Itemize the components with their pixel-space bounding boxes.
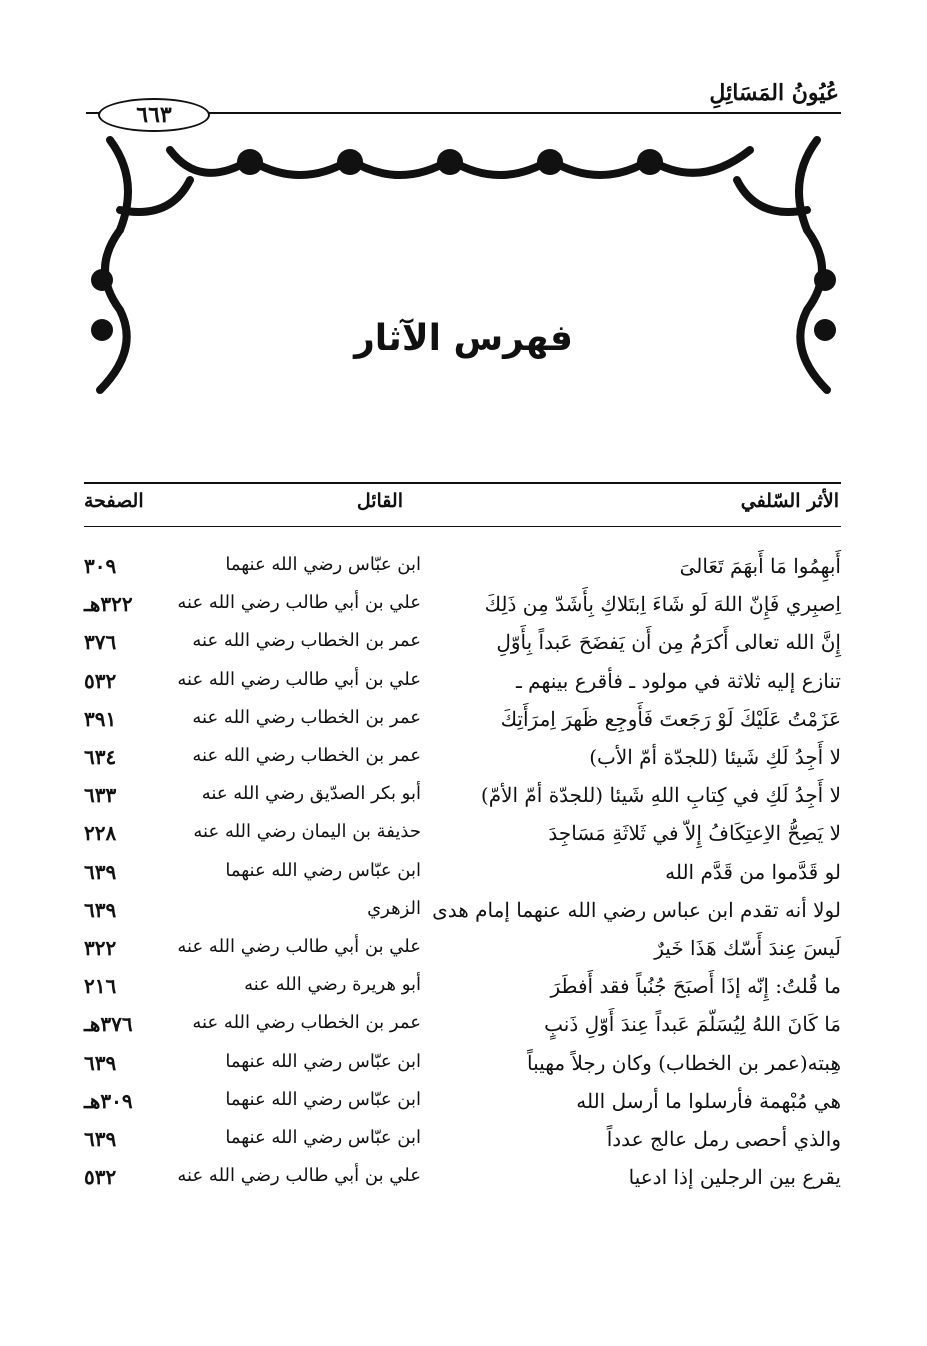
cell-athar: هي مُبْهمة فأرسلوا ما أرسل الله: [576, 1088, 841, 1113]
cell-page: ٥٣٢: [84, 1165, 117, 1190]
cell-page: ٣٩١: [84, 706, 117, 731]
cell-qail: أبو بكر الصدّيق رضي الله عنه: [201, 783, 421, 805]
running-title: عُيُونُ المَسَائِلِ: [709, 80, 839, 106]
cell-athar: إِنَّ الله تعالى أَكرَمُ مِن أَن يَفضَحَ عَبداً بِأَوّلِ: [496, 630, 841, 655]
page-number: ٦٦٣: [98, 98, 210, 132]
cell-qail: علي بن أبي طالب رضي الله عنه: [177, 668, 421, 690]
cell-qail: ابن عبّاس رضي الله عنهما: [225, 1127, 421, 1148]
cell-athar: لا أَجِدُ لَكِ في كِتابِ اللهِ شَيئا (للجدّة أمّ الأمّ): [480, 783, 841, 808]
cell-page: ٦٣٩: [84, 897, 117, 922]
table-row: [84, 663, 841, 701]
cell-qail: علي بن أبي طالب رضي الله عنه: [177, 1165, 421, 1187]
cell-qail: ابن عبّاس رضي الله عنهما: [225, 859, 421, 881]
table-row: [84, 739, 841, 777]
column-header-athar: الأثر السّلفي: [740, 490, 839, 512]
ornamental-frame: [80, 120, 847, 410]
table-row: [84, 968, 841, 1006]
cell-athar: أَبهِمُوا مَا أَبهَمَ تَعَالىَ: [679, 554, 841, 578]
cell-qail: علي بن أبي طالب رضي الله عنه: [177, 592, 421, 614]
table-row: [84, 815, 841, 853]
cell-page: ٣٢٢: [84, 936, 117, 960]
table-row: [84, 1159, 841, 1197]
cell-page: ٢١٦: [84, 974, 117, 999]
column-header-qail: القائل: [356, 490, 403, 512]
table-row: [84, 1006, 841, 1044]
cell-athar: لولا أنه تقدم ابن عباس رضي الله عنهما إمام هدى: [432, 897, 841, 922]
cell-qail: ابن عبّاس رضي الله عنهما: [225, 1088, 421, 1110]
table-row: [84, 548, 841, 586]
table-row: [84, 1121, 841, 1159]
cell-athar: لا يَصِحُّ الاِعتِكَافُ إِلاّ في ثَلاثَةِ مَسَاجِدَ: [548, 821, 841, 846]
cell-qail: ابن عبّاس رضي الله عنهما: [225, 1050, 421, 1072]
cell-page: ٦٣٩: [84, 1127, 117, 1151]
cell-athar: لَيسَ عِندَ أَسّك هَذَا خَيرٌ: [654, 936, 841, 960]
table-row: [84, 854, 841, 892]
table-row: [84, 624, 841, 662]
cell-athar: عَزَمْتُ عَلَيْكَ لَوْ رَجَعتَ فَأَوجِع ظَهرَ اِمرَأَتِكَ: [500, 706, 841, 731]
cell-athar: لو قَدَّموا من قَدَّم الله: [665, 859, 841, 884]
cell-page: ٦٣٣: [84, 783, 117, 808]
cell-page: ٦٣٩: [84, 1050, 117, 1075]
cell-athar: اِصبِري فَإِنّ اللهَ لَو شَاءَ اِبتَلاكِ بِأَشَدّ مِن ذَلِكَ: [484, 592, 841, 617]
cell-athar: لا أَجِدُ لَكِ شَيئا (للجدّة أمّ الأب): [589, 745, 841, 769]
cell-qail: ابن عبّاس رضي الله عنهما: [225, 554, 421, 575]
cell-page: ٢٢٨: [84, 821, 117, 846]
table-top-rule: [84, 482, 841, 484]
table-header-rule: [84, 526, 841, 527]
cell-athar: هِبته(عمر بن الخطاب) وكان رجلاً مهيباً: [527, 1050, 841, 1075]
cell-qail: حذيفة بن اليمان رضي الله عنه: [193, 821, 421, 843]
cell-qail: علي بن أبي طالب رضي الله عنه: [177, 936, 421, 957]
cell-page: ٦٣٤: [84, 745, 117, 769]
cell-athar: والذي أحصى رمل عالج عدداً: [606, 1127, 841, 1151]
cell-page: ٥٣٢: [84, 668, 117, 693]
index-title: فهرس الآثار: [354, 318, 573, 359]
table-row: [84, 1045, 841, 1083]
cell-qail: الزهري: [367, 897, 421, 919]
cell-qail: عمر بن الخطاب رضي الله عنه: [192, 706, 421, 728]
cell-athar: مَا كَانَ اللهُ لِيُسَلّمَ عَبداً عِندَ أَوّلِ ذَنبٍ: [544, 1012, 841, 1037]
table-row: [84, 701, 841, 739]
cell-qail: عمر بن الخطاب رضي الله عنه: [192, 630, 421, 652]
cell-page: ٣٢٢هـ: [84, 592, 133, 617]
table-row: [84, 892, 841, 930]
cell-page: ٣٠٩هـ: [84, 1088, 133, 1113]
table-row: [84, 1083, 841, 1121]
cell-athar: ما قُلتُ: إِنّه إذَا أَصبَحَ جُنُباً فقد أَفطَرَ: [550, 974, 841, 999]
column-header-page: الصفحة: [84, 490, 144, 512]
cell-qail: عمر بن الخطاب رضي الله عنه: [192, 1012, 421, 1034]
table-row: [84, 586, 841, 624]
cell-qail: أبو هريرة رضي الله عنه: [244, 974, 421, 996]
table-row: [84, 777, 841, 815]
cell-qail: عمر بن الخطاب رضي الله عنه: [192, 745, 421, 766]
cell-page: ٦٣٩: [84, 859, 117, 884]
table-row: [84, 930, 841, 968]
cell-page: ٣٠٩: [84, 554, 117, 578]
cell-page: ٣٧٦: [84, 630, 117, 655]
cell-page: ٣٧٦هـ: [84, 1012, 133, 1037]
cell-athar: تنازع إليه ثلاثة في مولود ـ فأقرع بينهم ـ: [515, 668, 841, 693]
cell-athar: يقرع بين الرجلين إذا ادعيا: [628, 1165, 841, 1190]
